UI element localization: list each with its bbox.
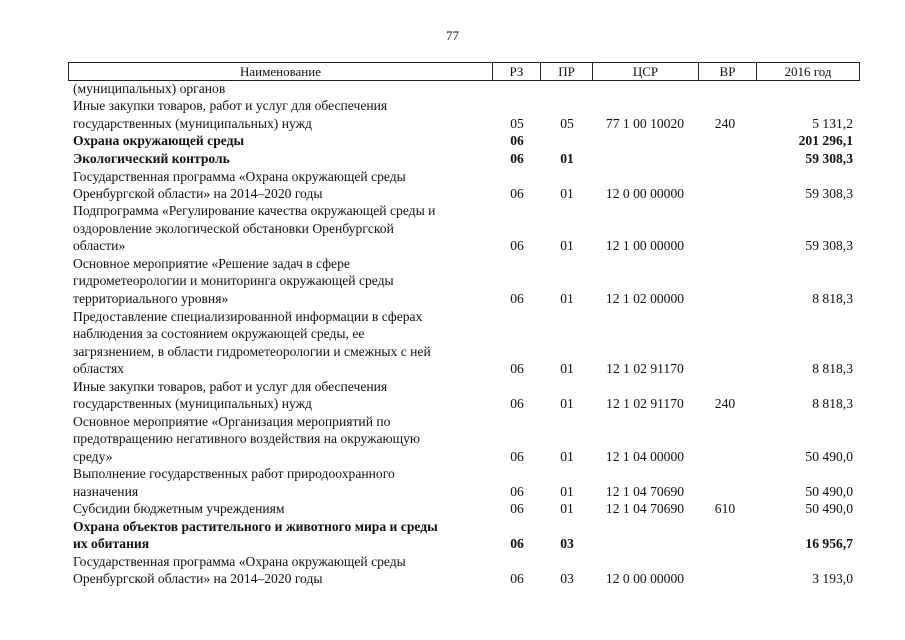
row-pr: 05 — [560, 116, 574, 131]
column-header-rz: РЗ — [492, 63, 540, 80]
table-row — [0, 430, 905, 448]
row-name: загрязнением, в области гидрометеорологии и смежных с ней — [73, 344, 431, 359]
row-csr: 77 1 00 10020 — [605, 116, 685, 131]
column-header-2016: 2016 год — [756, 63, 859, 80]
row-name: области» — [73, 238, 126, 253]
row-name: Предоставление специализированной информации в сферах — [73, 309, 423, 324]
table-row — [0, 185, 905, 203]
row-csr: 12 1 02 00000 — [605, 291, 685, 306]
row-pr: 01 — [560, 484, 574, 499]
row-rz: 06 — [510, 133, 524, 148]
row-rz: 05 — [510, 116, 524, 131]
table-row — [0, 465, 905, 483]
table-row — [0, 570, 905, 588]
row-amount: 8 818,3 — [812, 291, 853, 306]
row-name: наблюдения за состоянием окружающей среды, ее — [73, 326, 365, 341]
row-amount: 8 818,3 — [812, 396, 853, 411]
table-row — [0, 378, 905, 396]
row-rz: 06 — [510, 501, 524, 516]
row-name: (муниципальных) органов — [73, 81, 226, 96]
row-pr: 01 — [560, 186, 574, 201]
table-row — [0, 308, 905, 326]
row-pr: 03 — [560, 571, 574, 586]
table-row — [0, 168, 905, 186]
table-row — [0, 343, 905, 361]
row-csr: 12 1 04 70690 — [605, 484, 685, 499]
row-amount: 3 193,0 — [812, 571, 853, 586]
row-name: Подпрограмма «Регулирование качества окружающей среды и — [73, 203, 436, 218]
row-name: предотвращению негативного воздействия на окружающую — [73, 431, 421, 446]
column-header-vr: ВР — [698, 63, 756, 80]
row-pr: 01 — [560, 151, 574, 166]
row-name: Иные закупки товаров, работ и услуг для обеспечения — [73, 98, 388, 113]
row-name: Охрана объектов растительного и животного мира и среды — [73, 519, 438, 534]
row-rz: 06 — [510, 291, 524, 306]
row-rz: 06 — [510, 151, 524, 166]
table-row — [0, 202, 905, 220]
row-amount: 16 956,7 — [805, 536, 853, 551]
table-row — [0, 115, 905, 133]
table-row — [0, 518, 905, 536]
column-header-csr: ЦСР — [592, 63, 698, 80]
row-pr: 01 — [560, 396, 574, 411]
column-header-name: Наименование — [240, 64, 321, 79]
table-row — [0, 237, 905, 255]
table-row — [0, 290, 905, 308]
row-csr: 12 1 02 91170 — [606, 361, 684, 376]
table-row — [0, 553, 905, 571]
row-csr: 12 1 04 70690 — [605, 501, 685, 516]
row-name: Основное мероприятие «Организация мероприятий по — [73, 414, 391, 429]
row-name: их обитания — [73, 536, 150, 551]
row-pr: 01 — [560, 291, 574, 306]
row-rz: 06 — [510, 536, 524, 551]
row-name: Субсидии бюджетным учреждениям — [73, 501, 285, 516]
table-row — [0, 395, 905, 413]
row-name: назначения — [73, 484, 139, 499]
row-name: гидрометеорологии и мониторинга окружающей среды — [73, 273, 394, 288]
table-row — [0, 325, 905, 343]
row-amount: 50 490,0 — [805, 484, 853, 499]
row-name: среду» — [73, 449, 113, 464]
row-pr: 03 — [560, 536, 574, 551]
row-amount: 50 490,0 — [805, 449, 853, 464]
column-header-pr: ПР — [540, 63, 592, 80]
row-csr: 12 1 02 91170 — [606, 396, 684, 411]
row-name: Экологический контроль — [73, 151, 230, 166]
table-row — [0, 272, 905, 290]
table-row — [0, 80, 905, 98]
row-csr: 12 0 00 00000 — [605, 186, 685, 201]
table-row — [0, 220, 905, 238]
row-name: Иные закупки товаров, работ и услуг для обеспечения — [73, 379, 388, 394]
table-header — [68, 62, 860, 81]
row-name: Оренбургской области» на 2014–2020 годы — [73, 571, 323, 586]
row-amount: 201 296,1 — [798, 133, 853, 148]
table-row — [0, 500, 905, 518]
row-name: Государственная программа «Охрана окружающей среды — [73, 169, 406, 184]
row-name: Выполнение государственных работ природоохранного — [73, 466, 395, 481]
row-name: государственных (муниципальных) нужд — [73, 116, 312, 131]
row-rz: 06 — [510, 571, 524, 586]
row-amount: 59 308,3 — [805, 151, 853, 166]
row-csr: 12 1 00 00000 — [605, 238, 685, 253]
row-name: государственных (муниципальных) нужд — [73, 396, 312, 411]
table-row — [0, 360, 905, 378]
row-name: Оренбургской области» на 2014–2020 годы — [73, 186, 323, 201]
row-pr: 01 — [560, 361, 574, 376]
row-name: Охрана окружающей среды — [73, 133, 245, 148]
table-row — [0, 535, 905, 553]
row-amount: 8 818,3 — [812, 361, 853, 376]
row-amount: 5 131,2 — [812, 116, 853, 131]
page-number: 77 — [446, 28, 459, 43]
table-row — [0, 483, 905, 501]
table-row — [0, 132, 905, 150]
row-amount: 50 490,0 — [805, 501, 853, 516]
row-csr: 12 0 00 00000 — [605, 571, 685, 586]
row-rz: 06 — [510, 484, 524, 499]
table-row — [0, 255, 905, 273]
row-csr: 12 1 04 00000 — [605, 449, 685, 464]
row-pr: 01 — [560, 501, 574, 516]
row-amount: 59 308,3 — [805, 186, 853, 201]
row-pr: 01 — [560, 449, 574, 464]
table-row — [0, 150, 905, 168]
row-amount: 59 308,3 — [805, 238, 853, 253]
row-rz: 06 — [510, 186, 524, 201]
row-pr: 01 — [560, 238, 574, 253]
row-vr: 240 — [714, 396, 736, 411]
row-name: областях — [73, 361, 125, 376]
row-name: территориального уровня» — [73, 291, 229, 306]
row-vr: 610 — [714, 501, 736, 516]
table-row — [0, 97, 905, 115]
row-name: Государственная программа «Охрана окружающей среды — [73, 554, 406, 569]
row-vr: 240 — [714, 116, 736, 131]
row-name: оздоровление экологической обстановки Оренбургской — [73, 221, 394, 236]
row-rz: 06 — [510, 396, 524, 411]
row-name: Основное мероприятие «Решение задач в сфере — [73, 256, 350, 271]
row-rz: 06 — [510, 361, 524, 376]
row-rz: 06 — [510, 449, 524, 464]
row-rz: 06 — [510, 238, 524, 253]
table-row — [0, 448, 905, 466]
table-row — [0, 413, 905, 431]
